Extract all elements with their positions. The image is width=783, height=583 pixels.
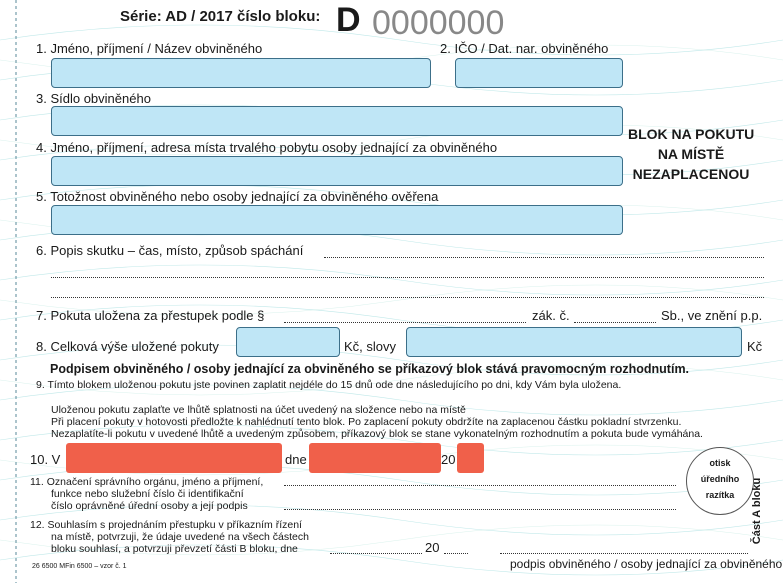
side-title <box>628 124 754 184</box>
row-11-line1: 11. Označení správního orgánu, jméno a příjmení, <box>30 476 264 488</box>
ico-birthdate-input[interactable] <box>455 58 623 88</box>
field-1-label: 1. Jméno, příjmení / Název obviněného <box>36 41 263 56</box>
official-stamp-circle <box>686 447 754 515</box>
form-code: 26 6500 MFin 6500 – vzor č. 1 <box>32 563 127 570</box>
official-line-1[interactable] <box>284 485 676 486</box>
dne-label: dne <box>285 452 307 467</box>
law-number-input[interactable] <box>574 322 656 323</box>
year-input[interactable] <box>457 443 484 473</box>
side-title-line2: NA MÍSTĚ <box>657 146 725 162</box>
stamp-line2: úředního <box>700 474 740 484</box>
block-number: 0000000 <box>372 4 505 42</box>
row-12-line1: 12. Souhlasím s projednáním přestupku v příkazním řízení <box>30 519 302 531</box>
sb-label: Sb., ve znění p.p. <box>661 308 763 323</box>
field-6-label: 6. Popis skutku – čas, místo, způsob spáchání <box>36 243 304 258</box>
notice-para-b: Při placení pokuty v hotovosti předložte k nahlédnutí tento blok. Po zaplacení pokuty obdržíte na zaplacenou částku pokladní stvrzenku. <box>51 416 682 428</box>
field-5-label: 5. Totožnost obviněného nebo osoby jednající za obviněného ověřena <box>36 189 439 204</box>
zak-label: zák. č. <box>532 308 570 323</box>
row-11-line2: funkce nebo služební číslo či identifikační <box>51 488 244 500</box>
series-label: Série: AD / 2017 číslo bloku: <box>120 8 321 25</box>
row-10-label: 10. V <box>30 452 61 467</box>
identity-verified-input[interactable] <box>51 205 623 235</box>
consent-year-input[interactable] <box>444 553 468 554</box>
notice-line-9: 9. Tímto blokem uloženou pokutu jste povinen zaplatit nejdéle do 15 dnů ode dne následujícího po dni, kdy Vám byla uložena. <box>36 379 622 391</box>
defendant-signature-line[interactable] <box>500 553 748 554</box>
consent-year-label: 20 <box>425 540 440 555</box>
official-signature-line[interactable] <box>284 509 676 510</box>
penalty-amount-words-input[interactable] <box>406 327 742 357</box>
row-11-line3: číslo oprávněné úřední osoby a její podpis <box>51 500 248 512</box>
side-title-line3: NEZAPLACENOU <box>632 166 750 182</box>
consent-date-input[interactable] <box>330 553 422 554</box>
paragraph-input[interactable] <box>284 322 526 323</box>
year-label: 20 <box>441 452 456 467</box>
series-letter: D <box>336 1 361 39</box>
stamp-line3: razítka <box>705 490 735 500</box>
offense-description-line-2[interactable] <box>51 277 764 278</box>
signature-caption: podpis obviněného / osoby jednající za obviněného <box>510 557 783 571</box>
row-12-line3: bloku souhlasí, a potvrzuji převzetí části B bloku, dne <box>51 543 298 555</box>
notice-para-c: Nezaplatíte-li pokutu v uvedené lhůtě a uvedeným způsobem, příkazový blok se stane vykonatelným rozhodnutím a pokuta bude vymáhána. <box>51 428 703 440</box>
representative-input[interactable] <box>51 156 623 186</box>
kc-slovy-label: Kč, slovy <box>344 339 397 354</box>
date-input[interactable] <box>309 443 441 473</box>
penalty-amount-input[interactable] <box>236 327 340 357</box>
side-title-line1: BLOK NA POKUTU <box>628 126 755 142</box>
offense-description-line-3[interactable] <box>51 297 764 298</box>
place-input[interactable] <box>66 443 282 473</box>
field-7-label: 7. Pokuta uložena za přestupek podle § <box>36 308 265 323</box>
kc-label: Kč <box>747 339 763 354</box>
field-2-label: 2. IČO / Dat. nar. obviněného <box>440 41 609 56</box>
notice-para-a: Uloženou pokutu zaplaťte ve lhůtě splatnosti na účet uvedený na složence nebo na místě <box>51 404 466 416</box>
offense-description-line-1[interactable] <box>324 257 764 258</box>
notice-bold-line: Podpisem obviněného / osoby jednající za obviněného se příkazový blok stává pravomocným rozhodnutím. <box>50 362 690 376</box>
field-8-label: 8. Celková výše uložené pokuty <box>36 339 219 354</box>
field-3-label: 3. Sídlo obviněného <box>36 91 151 106</box>
address-input[interactable] <box>51 106 623 136</box>
part-a-label: Část A bloku <box>751 477 763 545</box>
stamp-line1: otisk <box>709 458 731 468</box>
row-12-line2: na místě, potvrzuji, že údaje uvedené na všech částech <box>51 531 309 543</box>
name-input[interactable] <box>51 58 431 88</box>
field-4-label: 4. Jméno, příjmení, adresa místa trvalého pobytu osoby jednající za obviněného <box>36 140 498 155</box>
